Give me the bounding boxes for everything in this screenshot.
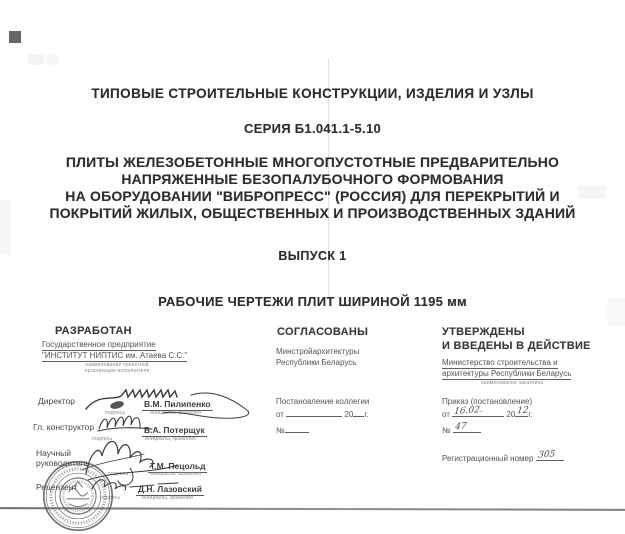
handwritten-date: 16.02. xyxy=(453,404,484,418)
caption-initials-surname: инициалы, фамилия xyxy=(150,410,202,416)
approved-org-line-2: архитектуры Республики Беларусь xyxy=(442,369,572,378)
signer-role-scientific-lead: Научный руководитель xyxy=(36,448,90,468)
approved-heading-line-2: И ВВЕДЕНЫ В ДЕЙСТВИЕ xyxy=(442,340,591,352)
signer-role-chief-designer: Гл. конструктор xyxy=(33,422,95,432)
approved-reg-label: Регистрационный номер xyxy=(442,454,534,463)
approved-reg-blank xyxy=(536,451,564,461)
signer-name-chief-designer: В.А. Потерщук xyxy=(144,425,205,435)
agreed-year-print: 20 xyxy=(344,410,354,419)
agreed-date-prefix: от xyxy=(276,410,284,419)
agreed-number-label: № xyxy=(276,426,285,435)
handwritten-order-number: 47 xyxy=(454,421,467,433)
developed-org-line-2: "ИНСТИТУТ НИПТИС им. Атаева С.С." xyxy=(42,351,188,360)
approved-heading-line-1: УТВЕРЖДЕНЫ xyxy=(442,326,525,338)
round-stamp-seal xyxy=(35,458,121,534)
developed-heading: РАЗРАБОТАН xyxy=(55,325,132,337)
caption-signature: подпись xyxy=(92,436,113,442)
approved-year-suffix: г. xyxy=(528,410,533,419)
approved-date-prefix: от xyxy=(442,410,450,419)
approved-order-label: Приказ (постановление) xyxy=(442,397,533,406)
drawings-title: РАБОЧИЕ ЧЕРТЕЖИ ПЛИТ ШИРИНОЙ 1195 мм xyxy=(158,294,467,309)
agreed-resolution-label: Постановление коллегии xyxy=(276,397,370,406)
main-title-line-3: НА ОБОРУДОВАНИИ "ВИБРОПРЕСС" (РОССИЯ) ДЛЯ ПЕРЕКРЫТИЙ И xyxy=(65,188,560,204)
approved-registration-line xyxy=(442,451,564,464)
signature-chief-designer xyxy=(96,412,154,436)
main-title-line-1: ПЛИТЫ ЖЕЛЕЗОБЕТОННЫЕ МНОГОПУСТОТНЫЕ ПРЕДВАРИТЕЛЬНО xyxy=(65,154,560,170)
document-top-title: ТИПОВЫЕ СТРОИТЕЛЬНЫЕ КОНСТРУКЦИИ, ИЗДЕЛИЯ И УЗЛЫ xyxy=(91,86,534,101)
main-title-line-2: НАПРЯЖЕННЫЕ БЕЗОПАЛУБОЧНОГО ФОРМОВАНИЯ xyxy=(121,171,504,187)
issue-number: ВЫПУСК 1 xyxy=(278,249,347,263)
signer-role-reviewer: Рецензент xyxy=(36,482,78,492)
scan-noise-blob xyxy=(47,54,59,65)
scan-registration-mark xyxy=(9,31,21,43)
agreed-org-line-1: Минстройархитектуры xyxy=(276,347,360,356)
approved-year-blank xyxy=(515,407,528,417)
caption-signature: подпись xyxy=(108,471,129,477)
approved-number-blank xyxy=(453,423,481,433)
agreed-year-blank xyxy=(353,407,364,417)
approved-date-blank xyxy=(452,404,504,418)
approved-org-line-1: Министерство строительства и xyxy=(442,358,558,367)
agreed-year-suffix: г. xyxy=(364,410,369,419)
signer-role-director: Директор xyxy=(38,396,76,406)
developed-org-caption-1: наименование проектной xyxy=(85,362,149,368)
agreed-heading: СОГЛАСОВАНЫ xyxy=(277,326,369,338)
developed-org-line-1: Государственное предприятие xyxy=(42,340,156,349)
agreed-org-line-2: Республики Беларусь xyxy=(276,358,357,367)
approved-org-caption: наименование заказчика xyxy=(480,380,544,386)
handwritten-year: 12 xyxy=(516,405,530,417)
caption-initials-surname: инициалы, фамилия xyxy=(142,495,194,501)
approved-number-label: № xyxy=(442,426,451,435)
caption-initials-surname: инициалы, фамилия xyxy=(150,471,202,477)
approved-year-print: 20 xyxy=(506,410,516,419)
handwritten-reg-number: 305 xyxy=(537,449,556,461)
agreed-number-line xyxy=(276,423,309,436)
caption-initials-surname: инициалы, фамилия xyxy=(145,436,197,442)
signer-name-reviewer: Д.Н. Лазовский xyxy=(138,484,202,494)
approved-date-line xyxy=(442,404,533,420)
agreed-date-line xyxy=(276,407,368,420)
caption-signature: подпись xyxy=(105,410,126,416)
signer-name-director: В.М. Пилипенко xyxy=(144,399,211,409)
main-title-line-4: ПОКРЫТИЙ ЖИЛЫХ, ОБЩЕСТВЕННЫХ И ПРОИЗВОДСТВЕННЫХ ЗДАНИЙ xyxy=(49,205,576,221)
caption-signature: подпись xyxy=(100,495,121,501)
developed-org-caption-2: организации исполнителя xyxy=(84,368,150,374)
approved-number-line xyxy=(442,423,481,436)
agreed-number-blank xyxy=(285,423,309,433)
scan-noise-blob xyxy=(28,54,44,65)
agreed-date-blank xyxy=(286,407,342,417)
series-number: СЕРИЯ Б1.041.1-5.10 xyxy=(243,121,382,136)
signer-name-scientific-lead: Т.М. Пецольд xyxy=(150,461,206,471)
